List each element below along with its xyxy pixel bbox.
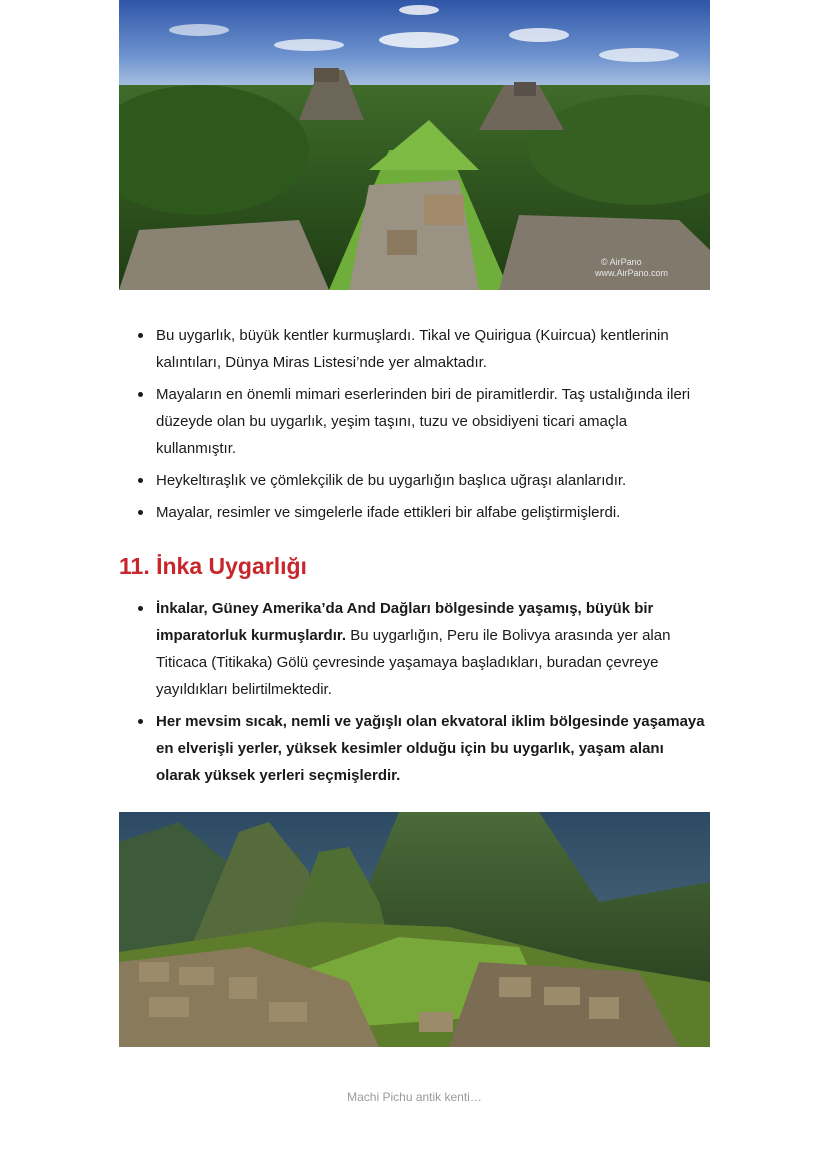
tikal-illustration (119, 0, 710, 290)
maya-bullet-list (119, 322, 710, 531)
image-caption: Machi Pichu antik kenti… (347, 1090, 482, 1104)
list-item: Heykeltıraşlık ve çömlekçilik de bu uygarlığın başlıca uğraşı alanlarıdır. (119, 467, 710, 494)
list-item-bold-text: Her mevsim sıcak, nemli ve yağışlı olan ekvatoral iklim bölgesinde yaşamaya en elverişli yerler, yüksek kesimler olduğu için bu uygarlık, yaşam alanı olarak yüksek yerleri seçmişlerdir. (156, 713, 705, 784)
list-item: Mayaların en önemli mimari eserlerinden biri de piramitlerdir. Taş ustalığında ileri düzeyde olan bu uygarlık, yeşim taşını, tuzu ve obsidiyeni ticari amaçla kullanmıştır. (119, 381, 710, 462)
list-item: Mayalar, resimler ve simgelerle ifade ettikleri bir alfabe geliştirmişlerdi. (119, 499, 710, 526)
inka-bullet-list (119, 595, 710, 794)
list-item (119, 708, 710, 789)
tikal-watermark: © AirPano (601, 257, 642, 267)
list-item-text: Bu uygarlığın, Peru ile Bolivya arasında yer alan Titicaca (Titikaka) Gölü çevresinde yaşamaya başladıkları, buradan çevreye yayıldıkları belirtilmektedir. (156, 627, 671, 698)
machu-picchu-photo (119, 812, 710, 1047)
svg-text:www.AirPano.com: www.AirPano.com (595, 268, 669, 278)
machu-picchu-illustration (119, 812, 710, 1047)
tikal-photo (119, 0, 710, 290)
list-item (119, 595, 710, 703)
list-item-bold-text: İnkalar, Güney Amerika’da And Dağları bölgesinde yaşamış, büyük bir imparatorluk kurmuşlardır. (156, 600, 654, 644)
section-heading: 11. İnka Uygarlığı (119, 553, 307, 579)
list-item: Bu uygarlık, büyük kentler kurmuşlardı. Tikal ve Quirigua (Kuircua) kentlerinin kalıntıları, Dünya Miras Listesi’nde yer almaktadır. (119, 322, 710, 376)
